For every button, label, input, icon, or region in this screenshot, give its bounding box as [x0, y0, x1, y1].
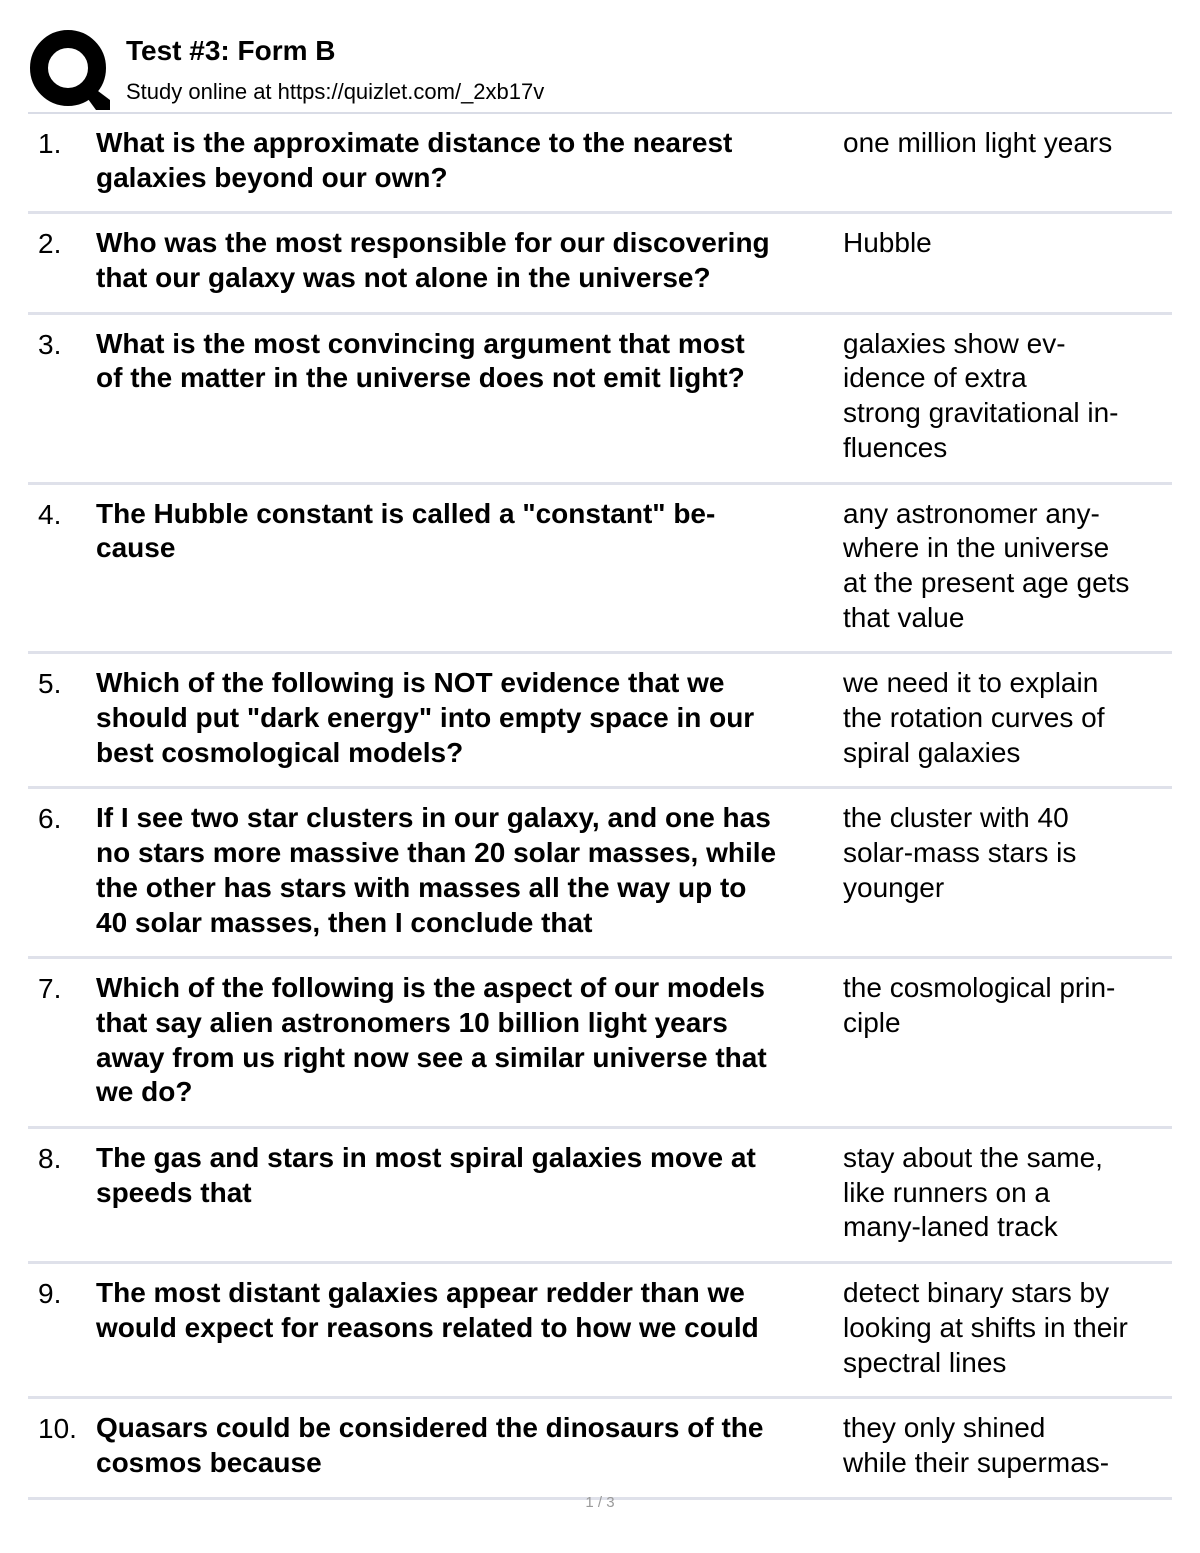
card-definition [843, 126, 1172, 161]
card-definition [843, 666, 1172, 770]
card-definition [843, 1141, 1172, 1245]
card-number: 6. [38, 803, 62, 835]
definition-line: strong gravitational in- [843, 397, 1119, 429]
definition-line: any astronomer any- [843, 497, 1100, 529]
card-term [96, 126, 841, 195]
term-line: that our galaxy was not alone in the universe? [96, 262, 711, 294]
card-number: 4. [38, 498, 62, 530]
term-line: Which of the following is the aspect of our models [96, 972, 765, 1004]
term-line: the other has stars with masses all the way up to [96, 871, 747, 903]
definition-line: younger [843, 871, 945, 903]
card-term [96, 1411, 841, 1480]
flashcard-row [28, 654, 1172, 789]
term-line: The gas and stars in most spiral galaxies move at [96, 1142, 756, 1174]
term-line: of the matter in the universe does not emit light? [96, 362, 745, 394]
card-term [96, 226, 841, 295]
definition-line: detect binary stars by [843, 1277, 1110, 1309]
term-line: away from us right now see a similar universe that [96, 1041, 767, 1073]
term-line: we do? [96, 1076, 193, 1108]
definition-line: they only shined [843, 1412, 1046, 1444]
definition-line: the cluster with 40 [843, 802, 1069, 834]
document-header [28, 22, 1172, 112]
term-line: that say alien astronomers 10 billion light years [96, 1006, 728, 1038]
card-term [96, 1141, 841, 1210]
definition-line: one million light years [843, 127, 1113, 158]
card-term [96, 666, 841, 770]
definition-line: Hubble [843, 227, 932, 259]
definition-line: idence of extra [843, 362, 1027, 394]
card-definition [843, 801, 1172, 905]
term-line: The Hubble constant is called a "constant" be- [96, 497, 716, 529]
definition-line: while their supermas- [843, 1446, 1110, 1478]
term-line: should put "dark energy" into empty space in our [96, 702, 755, 734]
flashcard-row [28, 485, 1172, 655]
document-title: Test #3: Form B [126, 35, 336, 66]
flashcard-row [28, 959, 1172, 1129]
definition-line: galaxies show ev- [843, 327, 1066, 359]
card-number: 10. [38, 1413, 77, 1445]
card-number: 1. [38, 128, 62, 159]
term-line: galaxies beyond our own? [96, 161, 448, 193]
term-line: no stars more massive than 20 solar masses, while [96, 837, 777, 869]
card-definition [843, 226, 1172, 261]
flashcard-row [28, 114, 1172, 214]
definition-line: spiral galaxies [843, 736, 1021, 768]
term-line: would expect for reasons related to how we could [96, 1311, 759, 1343]
definition-line: the rotation curves of [843, 702, 1105, 734]
card-number: 8. [38, 1143, 62, 1175]
card-term [96, 801, 841, 940]
definition-line: that value [843, 601, 965, 633]
card-definition [843, 1276, 1172, 1380]
card-definition [843, 971, 1172, 1040]
card-definition [843, 327, 1172, 466]
card-term [96, 971, 841, 1110]
definition-line: like runners on a [843, 1176, 1051, 1208]
term-line: Quasars could be considered the dinosaurs of the [96, 1412, 764, 1444]
flashcard-row [28, 315, 1172, 485]
term-line: What is the approximate distance to the nearest [96, 127, 733, 158]
definition-line: fluences [843, 431, 948, 463]
term-line: If I see two star clusters in our galaxy, and one has [96, 802, 771, 834]
term-line: What is the most convincing argument that most [96, 327, 745, 359]
card-number: 9. [38, 1278, 62, 1310]
term-line: The most distant galaxies appear redder than we [96, 1277, 745, 1309]
quizlet-logo-icon [28, 28, 110, 112]
flashcard-row [28, 1264, 1172, 1399]
term-line: speeds that [96, 1176, 252, 1208]
definition-line: spectral lines [843, 1346, 1007, 1378]
definition-line: where in the universe [843, 532, 1110, 564]
definition-line: at the present age gets [843, 566, 1130, 598]
definition-line: we need it to explain [843, 667, 1099, 699]
card-number: 2. [38, 228, 62, 260]
definition-line: ciple [843, 1006, 901, 1038]
flashcard-row [28, 1399, 1172, 1499]
definition-line: the cosmological prin- [843, 972, 1116, 1004]
flashcard-row [28, 1129, 1172, 1264]
term-line: best cosmological models? [96, 736, 464, 768]
flashcard-row [28, 214, 1172, 314]
term-line: cosmos because [96, 1446, 322, 1478]
card-number: 7. [38, 973, 62, 1005]
card-number: 3. [38, 328, 62, 360]
study-online-link[interactable]: Study online at https://quizlet.com/_2xb17v [126, 79, 545, 104]
term-line: Who was the most responsible for our discovering [96, 227, 770, 259]
term-line: 40 solar masses, then I conclude that [96, 906, 593, 938]
card-term [96, 1276, 841, 1345]
term-line: Which of the following is NOT evidence that we [96, 667, 725, 699]
card-definition [843, 497, 1172, 636]
definition-line: many-laned track [843, 1211, 1058, 1243]
flashcard-row [28, 789, 1172, 959]
page-indicator: 1 / 3 [585, 1494, 615, 1511]
card-term [96, 497, 841, 566]
card-term [96, 327, 841, 396]
card-number: 5. [38, 668, 62, 700]
definition-line: stay about the same, [843, 1142, 1103, 1174]
definition-line: solar-mass stars is [843, 837, 1077, 869]
card-definition [843, 1411, 1172, 1480]
definition-line: looking at shifts in their [843, 1311, 1128, 1343]
term-line: cause [96, 532, 176, 564]
flashcard-list [28, 114, 1172, 1500]
